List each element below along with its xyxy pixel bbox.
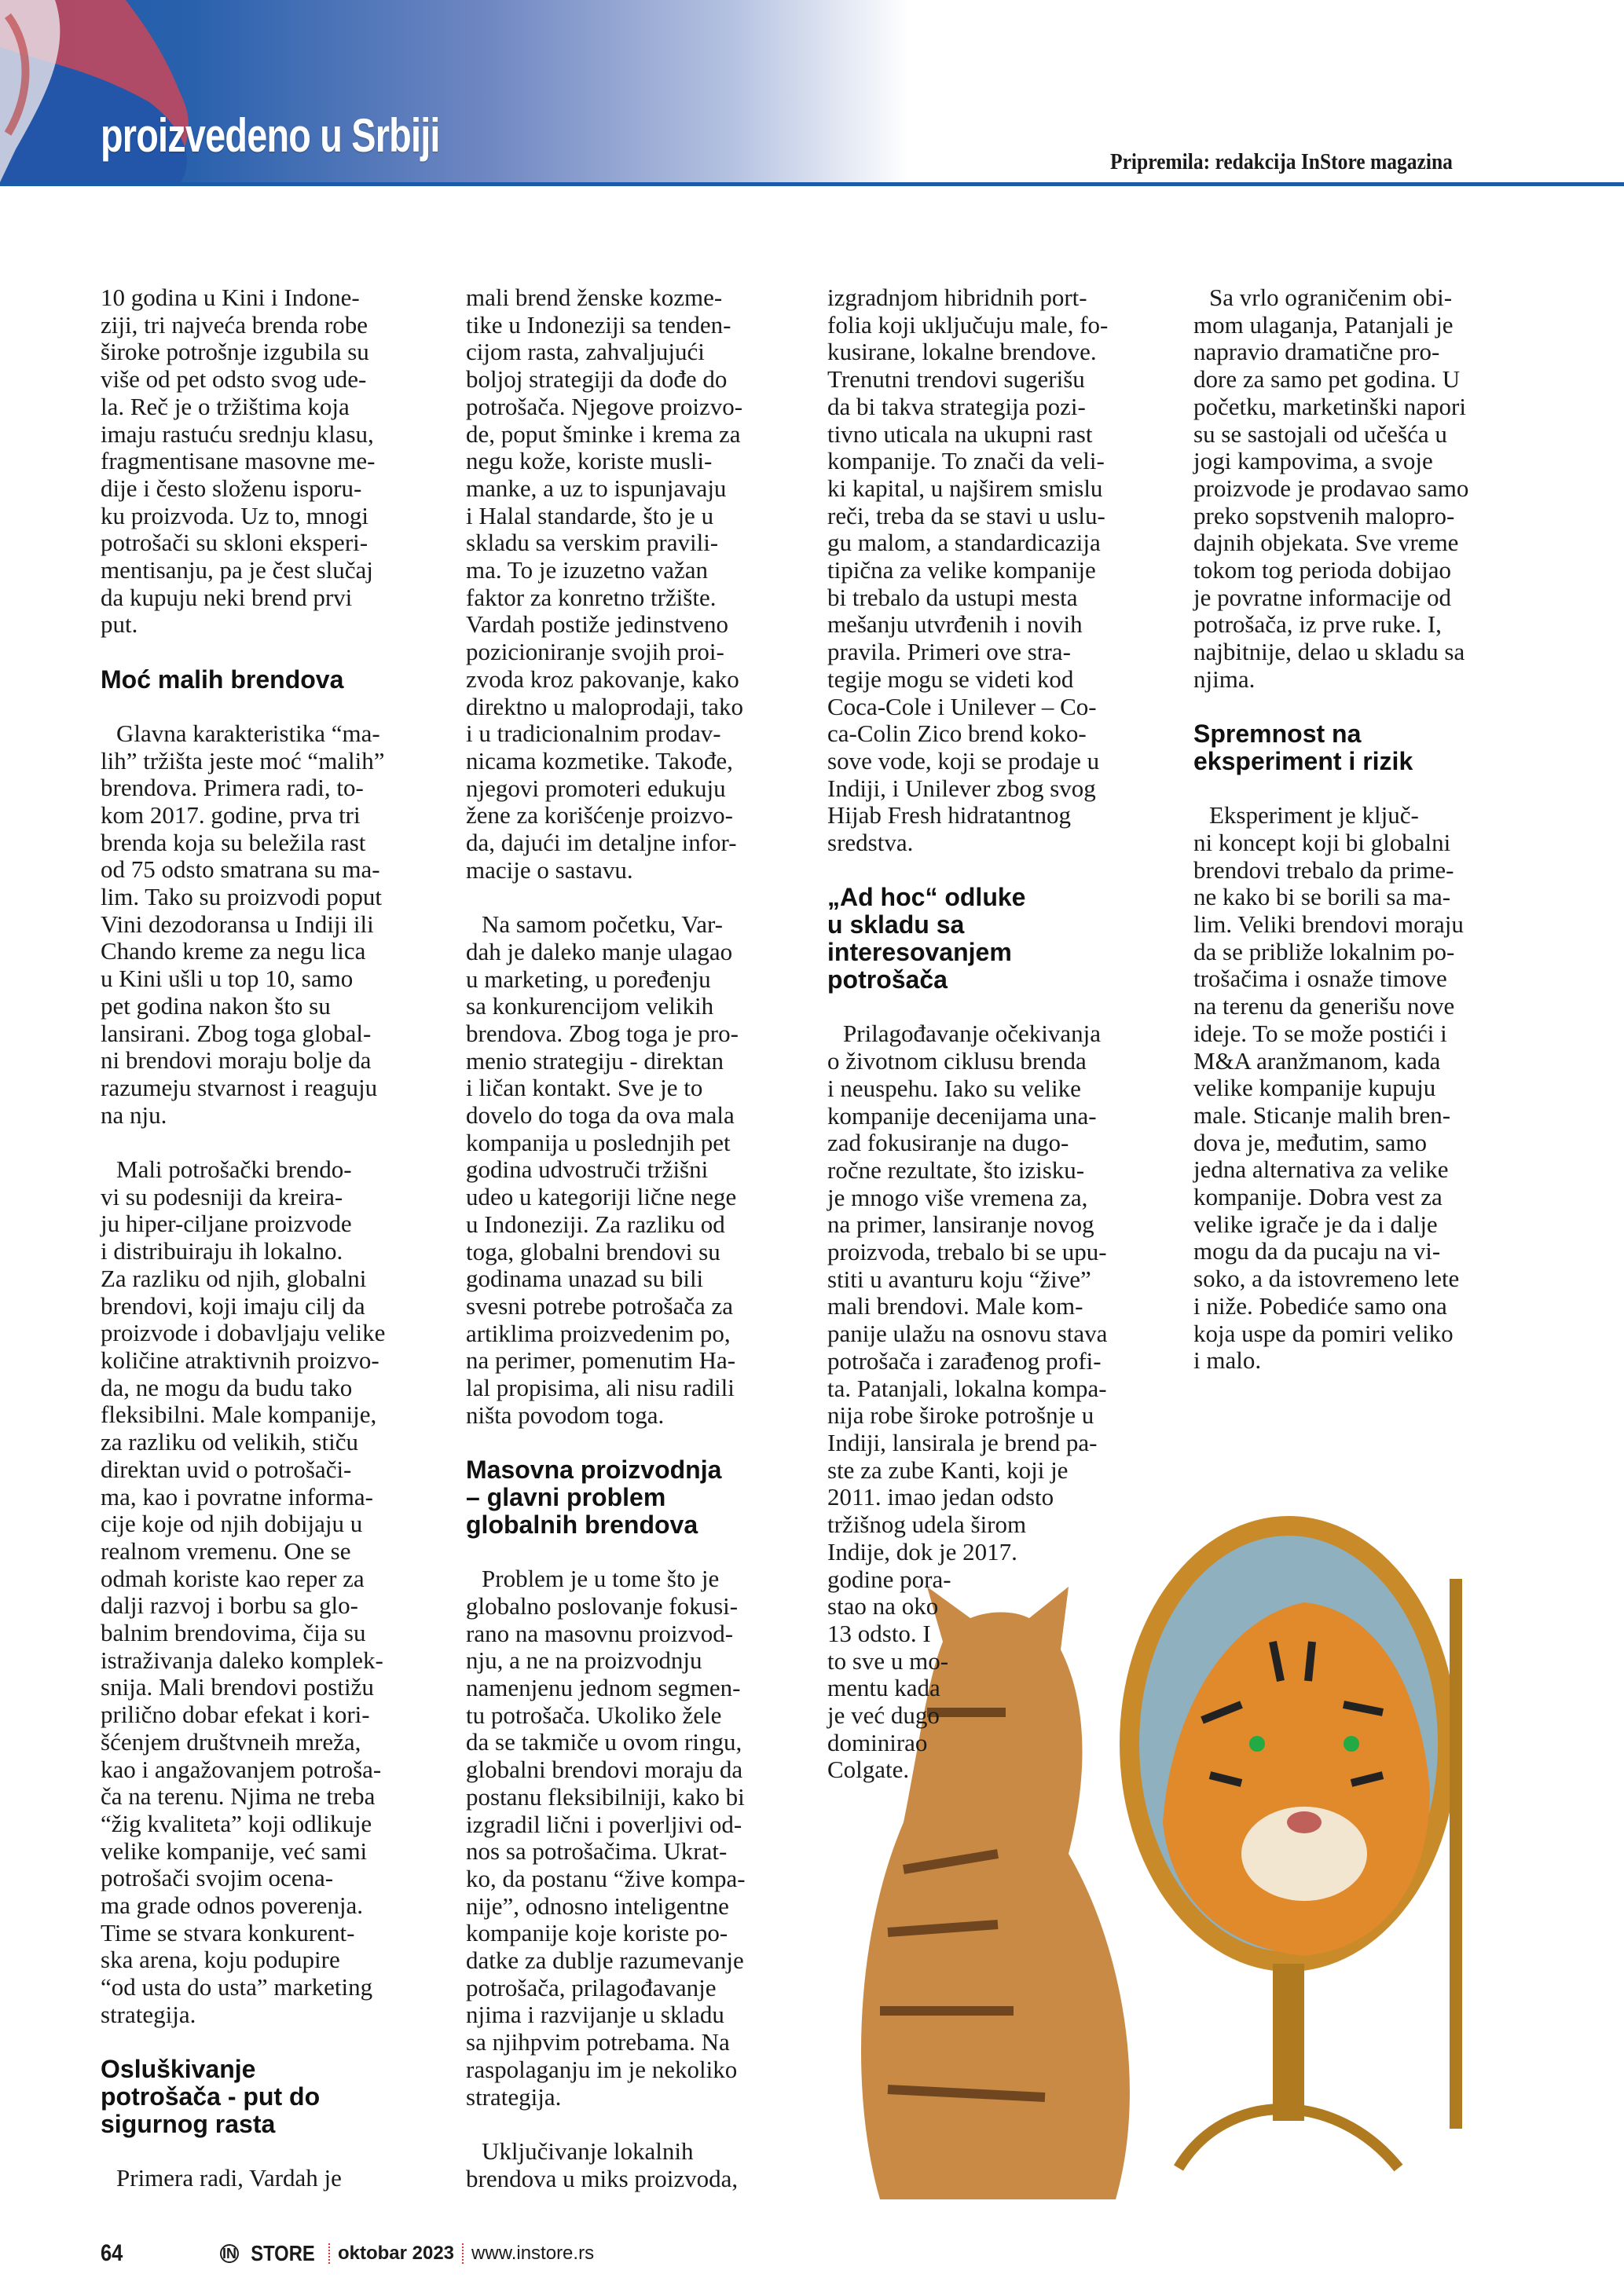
body-paragraph: izgradnjom hibridnih port- folia koji uključuju male, fo- kusirane, lokalne brendove. Trenutni trendovi sugerišu da bi takva strategija pozi- tivno uticala na ukupni rast kompanije. To znači da veli- ki kapital, u najširem smislu reči, treba da se stavi u uslu- gu malom, a standardicazija tipična za velike kompanije bi trebalo da ustupi mesta mešanju utvrđenih i novih pravila. Primeri ove stra- tegije mogu se videti kod Coca-Cole i Unilever – Co- ca-Colin Zico brend koko- sove vode, koji se prodaje u Indiji, i Unilever zbog svog Hijab Fresh hidratantnog sredstva. — [827, 284, 1109, 857]
divider — [328, 2243, 330, 2264]
section-heading: Osluškivanje potrošača - put do sigurnog rasta — [101, 2055, 321, 2139]
body-paragraph: Na samom početku, Var- dah je daleko manje ulagao u marketing, u poređenju sa konkurencijom velikih brendova. Zbog toga je pro- menio strategiju - direktan i ličan kontakt. Sve je to dovelo do toga da ova mala kompanija u poslednjih pet godina udvostruči tržišni udeo u kategoriji lične nege u Indoneziji. Za razliku od toga, globalni brendovi su godinama unazad su bili svesni potrebe potrošača za artiklima proizvedenim po, na perimer, pomenutim Ha- lal propisima, ali nisu radili ništa povodom toga. — [466, 910, 739, 1429]
body-paragraph: Mali potrošački brendo- vi su podesniji da kreira- ju hiper-ciljane proizvode i distribuiraju ih lokalno. Za razliku od njih, globalni brendovi, koji imaju cilj da proizvode i dobavljaju velike količine atraktivnih proizvo- da, ne mogu da budu tako fleksibilni. Male kompanije, za razliku od velikih, stiču direktan uvid o potrošači- ma, kao i povratne informa- cije koje od njih dobijaju u realnom vremenu. One se odmah koriste kao reper za dalji razvoj i borbu sa glo- balnim brendovima, čija su istraživanja daleko komplek- snija. Mali brendovi postižu prilično dobar efekat i kori- šćenjem društvneih mreža, kao i angažovanjem potroša- ča na terenu. Njima ne treba “žig kvaliteta” koji odlikuje velike kompanije, već sami potrošači svojim ocena- ma grade odnos poverenja. Time se stvara konkurent- ska arena, koju podupire “od usta do usta” marketing strategija. — [101, 1155, 386, 2028]
section-heading: Moć malih brendova — [101, 665, 344, 694]
page-footer — [101, 2240, 594, 2267]
body-paragraph: Eksperiment je ključ- ni koncept koji bi globalni brendovi trebalo da prime- ne kako bi se borili sa ma- lim. Veliki brendovi moraju da se približe lokalnim po- trošačima i osnaže timove na terenu da generišu nove ideje. To se može postići i M&A aranžmanom, kada velike kompanije kupuju male. Sticanje malih bren- dova je, međutim, samo jedna alternativa za velike kompanije. Dobra vest za velike igrače je da i dalje mogu da da pucaju na vi- soko, a da istovremeno lete i niže. Pobediće samo ona koja uspe da pomiri veliko i malo. — [1193, 801, 1464, 1375]
section-header-banner — [0, 0, 1624, 182]
body-paragraph: Sa vrlo ograničenim obi- mom ulaganja, Patanjali je napravio dramatične pro- dore za samo pet godina. U početku, marketinški napori su se sastojali od učešća u jogi kampovima, a svoje proizvode je prodavao samo preko sopstvenih malopro- dajnih objekata. Sve vreme tokom tog perioda dobijao je povratne informacije od potrošača, iz prve ruke. I, najbitnije, delao u skladu sa njima. — [1193, 284, 1469, 693]
article-column-1 — [101, 284, 446, 2220]
body-paragraph: 10 godina u Kini i Indone- ziji, tri najveća brenda robe široke potrošnje izgubila su više od pet odsto svog ude- la. Reč je o tržištima koja imaju rastuću srednju klasu, fragmentisane masovne me- dije i često složenu isporu- ku proizvoda. Uz to, mnogi potrošači su skloni eksperi- mentisanju, pa je čest slučaj da kupuju neki brend prvi put. — [101, 284, 376, 639]
body-paragraph: Problem je u tome što je globalno poslovanje fokusi- rano na masovnu proizvod- nju, a ne na proizvodnju namenjenu jednom segmen- tu potrošača. Ukoliko žele da se takmiče u ovom ringu, globalni brendovi moraju da postanu fleksibilniji, kako bi izgradil lični i poverljivi od- nos sa potrošačima. Ukrat- ko, da postanu “žive kompa- nije”, odnosno inteligentne kompanije koje koriste po- datke za dublje razumevanje potrošača, prilagođavanje njima i razvijanje u skladu sa njihpvim potrebama. Na raspolaganju im je nekoliko strategija. — [466, 1565, 746, 2111]
instore-logo-icon: IN — [220, 2244, 239, 2263]
body-paragraph: mali brend ženske kozme- tike u Indoneziji sa tenden- cijom rasta, zahvaljujući boljoj strategiji da dođe do potrošača. Njegove proizvo- de, poput šminke i krema za negu kože, koriste musli- manke, a uz to ispunjavaju i Halal standarde, što je u skladu sa verskim pravili- ma. To je izuzetno važan faktor za konretno tržište. Vardah postiže jedinstveno pozicioniranje svojih proi- zvoda kroz pakovanje, kako direktno u maloprodaji, tako i u tradicionalnim prodav- nicama kozmetike. Takođe, njegovi promoteri edukuju žene za korišćenje proizvo- da, dajući im detaljne infor- macije o sastavu. — [466, 284, 743, 884]
body-paragraph: Prilagođavanje očekivanja o životnom ciklusu brenda i neuspehu. Iako su velike kompanije decenijama una- zad fokusiranje na dugo- ročne rezultate, što izisku- je mnogo više vremena za, na primer, lansiranje novog proizvoda, trebalo bi se upu- stiti u avanturu koju “žive” mali brendovi. Male kom- panije ulažu na osnovu stava potrošača i zarađenog profi- ta. Patanjali, lokalna kompa- nija robe široke potrošnje u Indiji, lansirala je brend pa- ste za zube Kanti, koji je 2011. imao jedan odsto tržišnog udela širom Indije, dok je 2017. godine pora- stao na oko 13 odsto. I to sve u mo- mentu kada je već dugo dominirao Colgate. — [827, 1020, 1108, 1784]
article-column-4 — [1193, 284, 1539, 1402]
section-title: proizvedeno u Srbiji — [101, 109, 440, 162]
page-number: 64 — [101, 2240, 123, 2266]
article-column-3 — [827, 284, 1173, 1811]
body-paragraph: Glavna karakteristika “ma- lih” tržišta jeste moć “malih” brendova. Primera radi, to- kom 2017. godine, prva tri brenda koja su beležila rast od 75 odsto smatrana su ma- lim. Tako su proizvodi poput Vini dezodoransa u Indiji ili Chando kreme za negu lica u Kini ušli u top 10, samo pet godina nakon što su lansirani. Zbog toga global- ni brendovi moraju bolje da razumeju stvarnost i reaguju na nju. — [101, 719, 385, 1129]
article-column-2 — [466, 284, 812, 2220]
website-link[interactable]: www.instore.rs — [471, 2243, 595, 2264]
magazine-logo: STORE — [251, 2241, 315, 2265]
section-heading: „Ad hoc“ odluke u skladu sa interesovanjem potrošača — [827, 883, 1026, 994]
header-rule — [0, 182, 1624, 186]
issue-date: oktobar 2023 — [337, 2243, 455, 2264]
body-paragraph: Primera radi, Vardah je — [116, 2164, 342, 2192]
section-heading: Spremnost na eksperiment i rizik — [1193, 720, 1413, 776]
section-heading: Masovna proizvodnja – glavni problem globalnih brendova — [466, 1456, 722, 1540]
divider — [462, 2243, 464, 2264]
body-paragraph: Uključivanje lokalnih brendova u miks proizvoda, — [466, 2137, 739, 2192]
byline: Pripremila: redakcija InStore magazina — [1110, 149, 1453, 174]
